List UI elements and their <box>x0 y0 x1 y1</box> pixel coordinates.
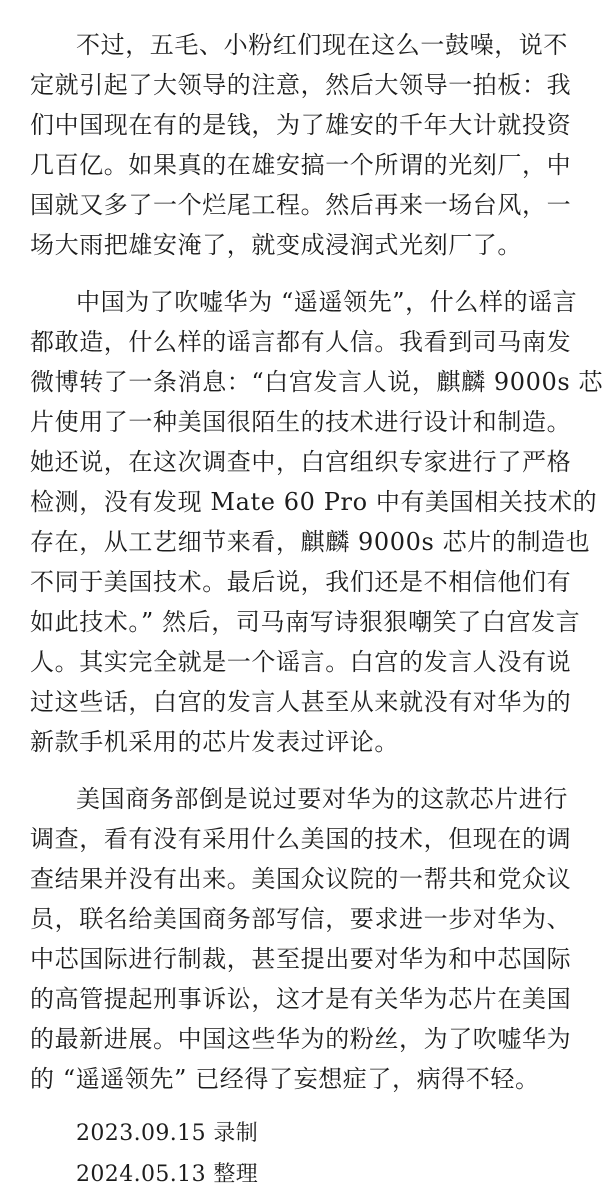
paragraph-line: 都敢造，什么样的谣言都有人信。我看到司马南发 <box>30 328 572 356</box>
paragraph-line: 检测，没有发现 Mate 60 Pro 中有美国相关技术的 <box>30 488 598 516</box>
paragraph-line: 的高管提起刑事诉讼，这才是有关华为芯片在美国 <box>30 985 572 1013</box>
paragraph-line: 查结果并没有出来。美国众议院的一帮共和党众议 <box>30 865 572 893</box>
edited-date: 2024.05.13 整理 <box>76 1162 259 1187</box>
paragraph-line: 存在，从工艺细节来看，麒麟 9000s 芯片的制造也 <box>30 528 591 556</box>
paragraph-line: 她还说，在这次调查中，白宫组织专家进行了严格 <box>30 448 572 476</box>
paragraph-line: 新款手机采用的芯片发表过评论。 <box>30 728 399 756</box>
paragraph-line: 中国为了吹嘘华为 “遥遥领先”，什么样的谣言 <box>76 288 578 316</box>
paragraph-line: 如此技术。” 然后，司马南写诗狠狠嘲笑了白宫发言 <box>30 608 581 636</box>
paragraph-line: 的最新进展。中国这些华为的粉丝，为了吹嘘华为 <box>30 1025 572 1053</box>
paragraph-line: 中芯国际进行制裁，甚至提出要对华为和中芯国际 <box>30 945 572 973</box>
paragraph-line: 美国商务部倒是说过要对华为的这款芯片进行 <box>76 785 568 813</box>
paragraph-line: 调查，看有没有采用什么美国的技术，但现在的调 <box>30 825 572 853</box>
paragraph-line: 的 “遥遥领先” 已经得了妄想症了，病得不轻。 <box>30 1065 540 1093</box>
paragraph-line: 国就又多了一个烂尾工程。然后再来一场台风，一 <box>30 191 572 219</box>
paragraph-line: 几百亿。如果真的在雄安搞一个所谓的光刻厂，中 <box>30 151 572 179</box>
paragraph-line: 片使用了一种美国很陌生的技术进行设计和制造。 <box>30 408 572 436</box>
paragraph-line: 们中国现在有的是钱，为了雄安的千年大计就投资 <box>30 111 572 139</box>
paragraph-line: 不过，五毛、小粉红们现在这么一鼓噪，说不 <box>76 31 568 59</box>
paragraph-line: 人。其实完全就是一个谣言。白宫的发言人没有说 <box>30 648 572 676</box>
paragraph-line: 场大雨把雄安淹了，就变成浸润式光刻厂了。 <box>30 231 522 259</box>
recorded-date: 2023.09.15 录制 <box>76 1121 259 1146</box>
paragraph-line: 定就引起了大领导的注意，然后大领导一拍板：我 <box>30 71 572 99</box>
paragraph-line: 不同于美国技术。最后说，我们还是不相信他们有 <box>30 568 572 596</box>
paragraph-line: 过这些话，白宫的发言人甚至从来就没有对华为的 <box>30 688 572 716</box>
paragraph-line: 员，联名给美国商务部写信，要求进一步对华为、 <box>30 905 572 933</box>
paragraph-line: 微博转了一条消息：“白宫发言人说，麒麟 9000s 芯 <box>30 368 604 396</box>
